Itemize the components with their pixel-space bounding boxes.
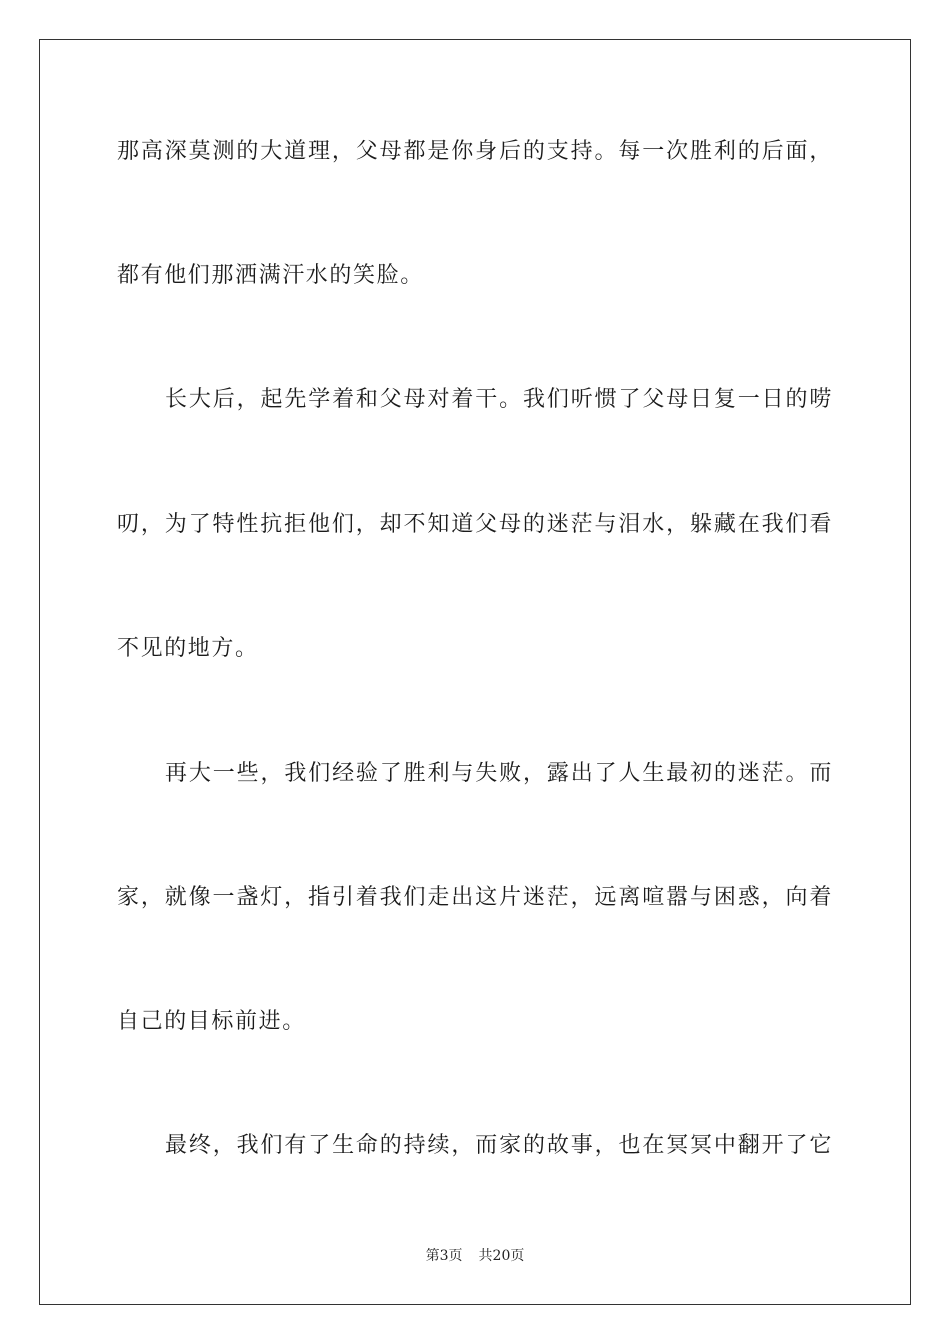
paragraph-line: 不见的地方。 — [117, 636, 259, 661]
page-number: 第3页 — [425, 1248, 463, 1264]
page-total: 共20页 — [478, 1248, 525, 1264]
paragraph-line: 都有他们那洒满汗水的笑脸。 — [117, 263, 424, 288]
paragraph-line: 再大一些，我们经验了胜利与失败，露出了人生最初的迷茫。而 — [165, 761, 833, 786]
paragraph-line: 叨，为了特性抗拒他们，却不知道父母的迷茫与泪水，躲藏在我们看 — [117, 512, 833, 537]
page-footer — [0, 1247, 950, 1265]
paragraph-line: 最终，我们有了生命的持续，而家的故事，也在冥冥中翻开了它 — [165, 1133, 833, 1158]
paragraph-line: 那高深莫测的大道理，父母都是你身后的支持。每一次胜利的后面， — [117, 139, 833, 164]
paragraph-line: 自己的目标前进。 — [117, 1009, 306, 1034]
paragraph-line: 长大后，起先学着和父母对着干。我们听惯了父母日复一日的唠 — [165, 387, 833, 412]
page-border — [39, 39, 911, 1305]
paragraph-line: 家，就像一盏灯，指引着我们走出这片迷茫，远离喧嚣与困惑，向着 — [117, 885, 833, 910]
